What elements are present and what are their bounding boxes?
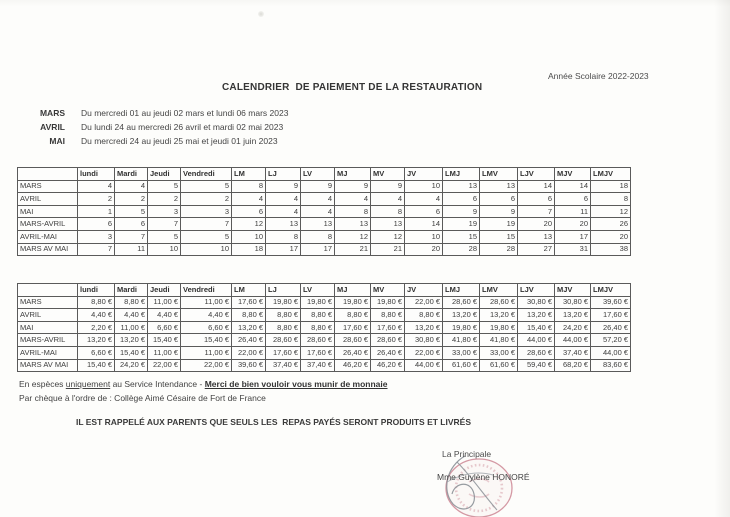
cell: 7 [115, 230, 148, 243]
cell: 57,20 € [591, 334, 631, 347]
column-header: LMV [480, 168, 518, 181]
table-row [18, 296, 631, 309]
cell: 28 [443, 243, 480, 256]
cell: 8 [266, 230, 301, 243]
cell: 12 [371, 230, 405, 243]
cell: 8 [301, 230, 335, 243]
cell: 2 [78, 193, 115, 206]
cell: 19,80 € [443, 321, 480, 334]
cell: 4 [405, 193, 443, 206]
cell: 37,40 € [555, 346, 591, 359]
cell: 39,60 € [232, 359, 266, 372]
column-header: Mardi [115, 168, 148, 181]
meal-days-table [17, 167, 631, 256]
cell: 4 [78, 180, 115, 193]
official-stamp [425, 452, 540, 517]
cell: 28,60 € [518, 346, 555, 359]
cell: 13,20 € [115, 334, 148, 347]
cell: 5 [148, 180, 181, 193]
cell: 30,80 € [518, 296, 555, 309]
cell: 13,20 € [78, 334, 115, 347]
column-header: LMJV [591, 168, 631, 181]
cell: 11,00 € [148, 296, 181, 309]
cell: 13,20 € [405, 321, 443, 334]
cell: 5 [115, 205, 148, 218]
cell: 8,80 € [232, 309, 266, 322]
cell: 11,00 € [148, 346, 181, 359]
cell: 26,40 € [591, 321, 631, 334]
cell: 1 [78, 205, 115, 218]
cell: 24,20 € [115, 359, 148, 372]
column-header: LMJ [443, 284, 480, 297]
cell: 13 [301, 218, 335, 231]
cell: 27 [518, 243, 555, 256]
column-header: MV [371, 284, 405, 297]
column-header: Jeudi [148, 284, 181, 297]
cell: 22,00 € [181, 359, 232, 372]
cell: 7 [148, 218, 181, 231]
cell: 38 [591, 243, 631, 256]
cell: 28,60 € [266, 334, 301, 347]
cell: 13 [266, 218, 301, 231]
cash-prefix: En espèces [19, 379, 66, 389]
cell: 3 [181, 205, 232, 218]
cell: 4 [335, 193, 371, 206]
column-header: LMV [480, 284, 518, 297]
cell: 13 [371, 218, 405, 231]
signature-role: La Principale [442, 449, 492, 459]
cell: 19,80 € [301, 296, 335, 309]
cell: 9 [371, 180, 405, 193]
header-row [18, 284, 631, 297]
cell: 44,00 € [555, 334, 591, 347]
header-row [18, 168, 631, 181]
cell: 12 [232, 218, 266, 231]
cell: 2 [115, 193, 148, 206]
column-header: lundi [78, 284, 115, 297]
cell: 4 [301, 193, 335, 206]
column-header: LMJ [443, 168, 480, 181]
cell: 15 [443, 230, 480, 243]
cell: 8 [232, 180, 266, 193]
cell: 4,40 € [148, 309, 181, 322]
cell: 17,60 € [591, 309, 631, 322]
cell: 8,80 € [266, 309, 301, 322]
cell: 37,40 € [301, 359, 335, 372]
column-header: MJ [335, 168, 371, 181]
table-row [18, 309, 631, 322]
row-label: AVRIL-MAI [18, 230, 78, 243]
cell: 11 [555, 205, 591, 218]
cell: 17,60 € [335, 321, 371, 334]
column-header: JV [405, 284, 443, 297]
column-header: lundi [78, 168, 115, 181]
row-label: MARS-AVRIL [18, 218, 78, 231]
cash-emphasis: Merci de bien vouloir vous munir de monnaie [204, 379, 388, 389]
cell: 26,40 € [232, 334, 266, 347]
cell: 2,20 € [78, 321, 115, 334]
cash-uniquement: uniquement [65, 379, 111, 389]
column-header: JV [405, 168, 443, 181]
cell: 26,40 € [335, 346, 371, 359]
cell: 8 [335, 205, 371, 218]
cell: 28,60 € [371, 334, 405, 347]
cell: 3 [148, 205, 181, 218]
cell: 22,00 € [148, 359, 181, 372]
cell: 21 [335, 243, 371, 256]
cell: 22,00 € [405, 346, 443, 359]
cell: 17,60 € [301, 346, 335, 359]
column-header: LJV [518, 284, 555, 297]
cell: 15,40 € [115, 346, 148, 359]
table-row [18, 359, 631, 372]
table-row [18, 180, 631, 193]
column-header: LMJV [591, 284, 631, 297]
row-label: MARS [18, 180, 78, 193]
cell: 11,00 € [115, 321, 148, 334]
row-label: MARS-AVRIL [18, 334, 78, 347]
cell: 8,80 € [405, 309, 443, 322]
cell: 21 [371, 243, 405, 256]
cell: 15,40 € [78, 359, 115, 372]
cell: 6 [555, 193, 591, 206]
cell: 4 [115, 180, 148, 193]
cell: 19 [443, 218, 480, 231]
period-label: MAI [49, 136, 65, 146]
cell: 6,60 € [148, 321, 181, 334]
cell: 20 [405, 243, 443, 256]
cell: 18 [591, 180, 631, 193]
cell: 4 [266, 205, 301, 218]
row-label: AVRIL-MAI [18, 346, 78, 359]
column-header: LM [232, 284, 266, 297]
cell: 5 [181, 180, 232, 193]
cell: 28 [480, 243, 518, 256]
row-label: AVRIL [18, 193, 78, 206]
cell: 33,00 € [443, 346, 480, 359]
cell: 8 [371, 205, 405, 218]
column-header: LV [301, 284, 335, 297]
cell: 8,80 € [335, 309, 371, 322]
scan-artifact-right-edge [714, 0, 730, 517]
cell: 41,80 € [443, 334, 480, 347]
cell: 17,60 € [266, 346, 301, 359]
cell: 4 [232, 193, 266, 206]
cell: 18 [232, 243, 266, 256]
cell: 41,80 € [480, 334, 518, 347]
cell: 44,00 € [405, 359, 443, 372]
cell: 7 [78, 243, 115, 256]
column-header: Vendredi [181, 168, 232, 181]
cell: 10 [181, 243, 232, 256]
cell: 13 [518, 230, 555, 243]
cell: 15 [480, 230, 518, 243]
cell: 4,40 € [115, 309, 148, 322]
cell: 61,60 € [443, 359, 480, 372]
cell: 13,20 € [555, 309, 591, 322]
row-label-header [18, 168, 78, 181]
cell: 13 [480, 180, 518, 193]
cell: 19,80 € [371, 296, 405, 309]
period-label: AVRIL [40, 122, 65, 132]
column-header: MJ [335, 284, 371, 297]
cell: 8,80 € [78, 296, 115, 309]
cell: 30,80 € [555, 296, 591, 309]
period-label: MARS [39, 108, 65, 118]
payment-periods [20, 108, 288, 150]
column-header: LV [301, 168, 335, 181]
table-row [18, 205, 631, 218]
cell: 8,80 € [371, 309, 405, 322]
payment-cash-instruction [19, 379, 388, 389]
cell: 3 [78, 230, 115, 243]
cell: 15,40 € [181, 334, 232, 347]
row-label: MAI [18, 321, 78, 334]
cell: 28,60 € [480, 296, 518, 309]
period-row-avril [20, 122, 288, 136]
cell: 13,20 € [443, 309, 480, 322]
cell: 28,60 € [335, 334, 371, 347]
cell: 6 [232, 205, 266, 218]
scan-artifact-top [0, 0, 730, 7]
table-row [18, 243, 631, 256]
cell: 19 [480, 218, 518, 231]
cell: 6 [115, 218, 148, 231]
cell: 10 [232, 230, 266, 243]
scan-artifact-dot [258, 11, 264, 17]
cell: 28,60 € [443, 296, 480, 309]
payment-cheque-instruction: Par chèque à l'ordre de : Collège Aimé Césaire de Fort de France [19, 393, 266, 403]
cell: 13 [443, 180, 480, 193]
meal-prices-table [17, 283, 631, 372]
cell: 9 [443, 205, 480, 218]
cell: 26 [591, 218, 631, 231]
row-label: AVRIL [18, 309, 78, 322]
cell: 8 [591, 193, 631, 206]
table-row [18, 218, 631, 231]
cell: 14 [518, 180, 555, 193]
cell: 15,40 € [148, 334, 181, 347]
stamp-and-signature-graphic [425, 452, 540, 517]
cell: 22,00 € [405, 296, 443, 309]
row-label: MARS AV MAI [18, 243, 78, 256]
cell: 28,60 € [301, 334, 335, 347]
cell: 9 [301, 180, 335, 193]
cash-middle: au Service Intendance - [110, 379, 205, 389]
cell: 17 [301, 243, 335, 256]
cell: 2 [148, 193, 181, 206]
cell: 6,60 € [78, 346, 115, 359]
cell: 59,40 € [518, 359, 555, 372]
cell: 33,00 € [480, 346, 518, 359]
column-header: Mardi [115, 284, 148, 297]
column-header: MJV [555, 168, 591, 181]
cell: 24,20 € [555, 321, 591, 334]
cell: 15,40 € [518, 321, 555, 334]
cell: 11 [115, 243, 148, 256]
cell: 6 [443, 193, 480, 206]
column-header: Vendredi [181, 284, 232, 297]
parents-notice: IL EST RAPPELÉ AUX PARENTS QUE SEULS LES REPAS PAYÉS SERONT PRODUITS ET LIVRÉS [76, 417, 472, 427]
cell: 9 [480, 205, 518, 218]
cell: 7 [518, 205, 555, 218]
row-label-header [18, 284, 78, 297]
cell: 26,40 € [371, 346, 405, 359]
cell: 6 [405, 205, 443, 218]
cell: 4 [266, 193, 301, 206]
cell: 13,20 € [480, 309, 518, 322]
table-row [18, 334, 631, 347]
cell: 22,00 € [232, 346, 266, 359]
cell: 10 [405, 230, 443, 243]
cell: 37,40 € [266, 359, 301, 372]
cell: 30,80 € [405, 334, 443, 347]
period-dates: Du mercredi 01 au jeudi 02 mars et lundi 06 mars 2023 [81, 108, 289, 118]
cell: 6,60 € [181, 321, 232, 334]
cell: 19,80 € [266, 296, 301, 309]
column-header: LJ [266, 284, 301, 297]
column-header: Jeudi [148, 168, 181, 181]
cell: 61,60 € [480, 359, 518, 372]
cell: 14 [555, 180, 591, 193]
table-row [18, 230, 631, 243]
cell: 11,00 € [181, 296, 232, 309]
cell: 46,20 € [371, 359, 405, 372]
cell: 6 [518, 193, 555, 206]
cell: 8,80 € [301, 321, 335, 334]
cell: 8,80 € [115, 296, 148, 309]
cell: 83,60 € [591, 359, 631, 372]
period-row-mars [20, 108, 288, 122]
cell: 5 [148, 230, 181, 243]
cell: 20 [555, 218, 591, 231]
cell: 68,20 € [555, 359, 591, 372]
row-label: MARS AV MAI [18, 359, 78, 372]
cell: 20 [518, 218, 555, 231]
cell: 17,60 € [371, 321, 405, 334]
column-header: LM [232, 168, 266, 181]
cell: 4,40 € [78, 309, 115, 322]
cell: 6 [480, 193, 518, 206]
cell: 17 [266, 243, 301, 256]
cell: 2 [181, 193, 232, 206]
cell: 13 [335, 218, 371, 231]
cell: 14 [405, 218, 443, 231]
cell: 6 [78, 218, 115, 231]
period-dates: Du mercredi 24 au jeudi 25 mai et jeudi 01 juin 2023 [81, 136, 278, 146]
row-label: MAI [18, 205, 78, 218]
column-header: LJV [518, 168, 555, 181]
column-header: MV [371, 168, 405, 181]
cell: 13,20 € [518, 309, 555, 322]
cell: 8,80 € [266, 321, 301, 334]
table-row [18, 193, 631, 206]
cell: 19,80 € [335, 296, 371, 309]
cell: 10 [148, 243, 181, 256]
cell: 20 [591, 230, 631, 243]
cell: 12 [335, 230, 371, 243]
cell: 11,00 € [181, 346, 232, 359]
cell: 4,40 € [181, 309, 232, 322]
cell: 13,20 € [232, 321, 266, 334]
cell: 4 [371, 193, 405, 206]
cell: 5 [181, 230, 232, 243]
cell: 4 [301, 205, 335, 218]
cell: 12 [591, 205, 631, 218]
period-row-mai [20, 136, 288, 150]
cell: 8,80 € [301, 309, 335, 322]
cell: 31 [555, 243, 591, 256]
cell: 9 [335, 180, 371, 193]
signature-name: Mme Guylène HONORÉ [437, 472, 530, 482]
row-label: MARS [18, 296, 78, 309]
cell: 44,00 € [518, 334, 555, 347]
cell: 46,20 € [335, 359, 371, 372]
table-row [18, 346, 631, 359]
column-header: LJ [266, 168, 301, 181]
cell: 39,60 € [591, 296, 631, 309]
column-header: MJV [555, 284, 591, 297]
cell: 17 [555, 230, 591, 243]
table-row [18, 321, 631, 334]
cell: 10 [405, 180, 443, 193]
school-year-label: Année Scolaire 2022-2023 [548, 71, 649, 81]
cell: 7 [181, 218, 232, 231]
cell: 17,60 € [232, 296, 266, 309]
cell: 9 [266, 180, 301, 193]
page-title: CALENDRIER DE PAIEMENT DE LA RESTAURATION [222, 82, 483, 93]
cell: 44,00 € [591, 346, 631, 359]
cell: 19,80 € [480, 321, 518, 334]
period-dates: Du lundi 24 au mercredi 26 avril et mardi 02 mai 2023 [81, 122, 284, 132]
